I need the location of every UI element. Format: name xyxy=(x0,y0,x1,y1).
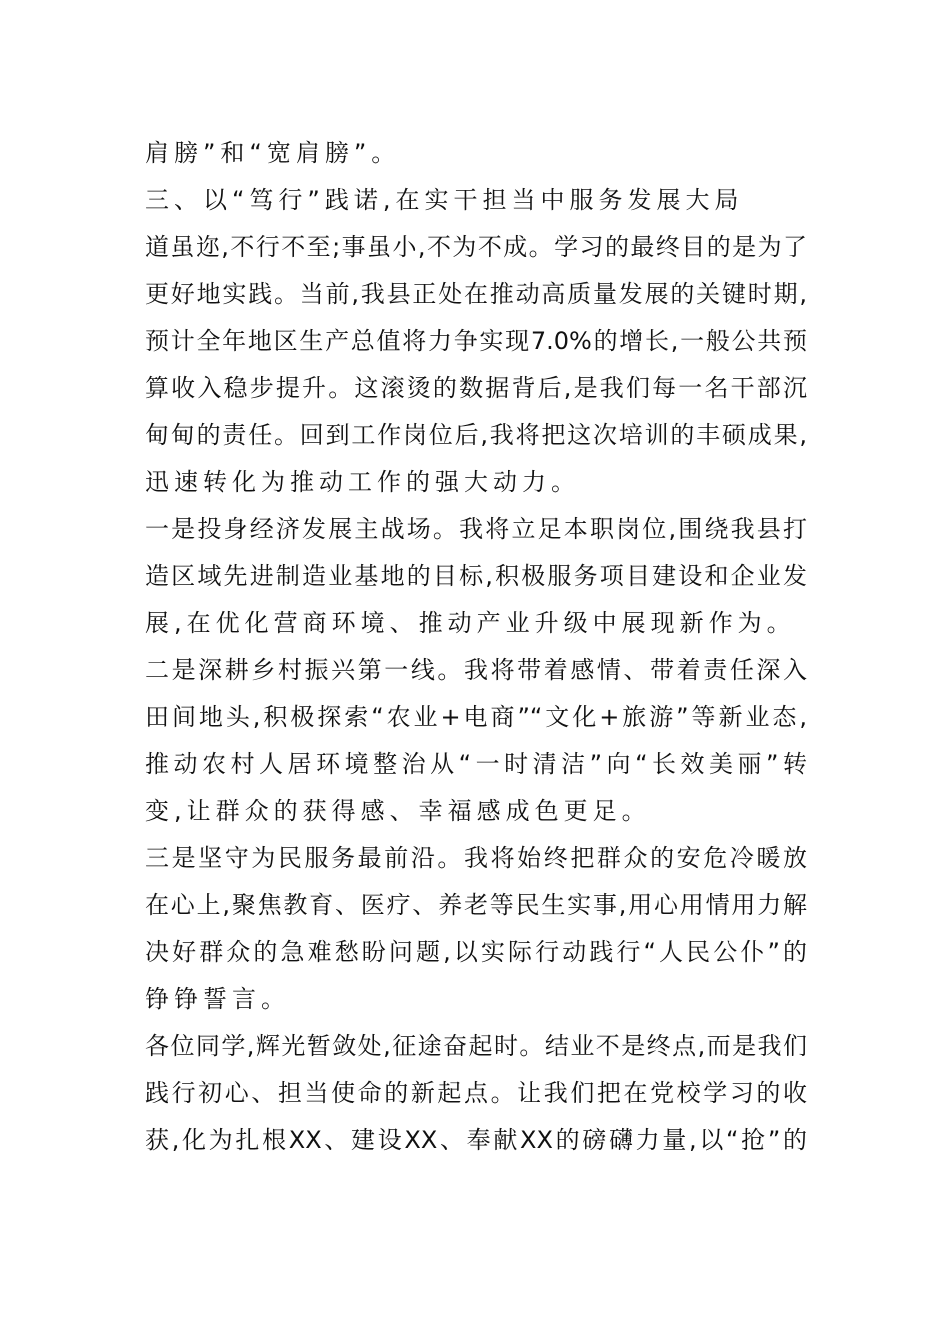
text-line: 肩膀”和“宽肩膀”。 xyxy=(145,139,401,167)
paragraph xyxy=(145,130,807,177)
paragraph xyxy=(145,835,807,1023)
paragraph xyxy=(145,506,807,647)
text-line: 铮铮誓言。 xyxy=(145,985,290,1013)
text-line: 推动农村人居环境整治从“一时清洁”向“长效美丽”转 xyxy=(145,750,807,778)
text-line: 造区域先进制造业基地的目标,积极服务项目建设和企业发 xyxy=(145,562,807,590)
text-line: 各位同学,辉光暂敛处,征途奋起时。结业不是终点,而是我们 xyxy=(145,1032,807,1060)
text-line: 甸甸的责任。回到工作岗位后,我将把这次培训的丰硕成果, xyxy=(145,421,807,449)
text-line: 预计全年地区生产总值将力争实现7.0%的增长,一般公共预 xyxy=(145,327,807,355)
text-line: 三是坚守为民服务最前沿。我将始终把群众的安危冷暖放 xyxy=(145,844,807,872)
paragraph xyxy=(145,1023,807,1164)
text-line: 一是投身经济发展主战场。我将立足本职岗位,围绕我县打 xyxy=(145,515,807,543)
text-line: 决好群众的急难愁盼问题,以实际行动践行“人民公仆”的 xyxy=(145,938,807,966)
text-line: 更好地实践。当前,我县正处在推动高质量发展的关键时期, xyxy=(145,280,807,308)
paragraph xyxy=(145,224,807,506)
paragraph xyxy=(145,177,807,224)
text-line: 二是深耕乡村振兴第一线。我将带着感情、带着责任深入 xyxy=(145,656,807,684)
text-line: 展,在优化营商环境、推动产业升级中展现新作为。 xyxy=(145,609,796,637)
text-line: 在心上,聚焦教育、医疗、养老等民生实事,用心用情用力解 xyxy=(145,891,807,919)
paragraph xyxy=(145,647,807,835)
text-line: 变,让群众的获得感、幸福感成色更足。 xyxy=(145,797,651,825)
document-page xyxy=(145,130,807,1164)
text-line: 践行初心、担当使命的新起点。让我们把在党校学习的收 xyxy=(145,1079,807,1107)
text-line: 道虽迩,不行不至;事虽小,不为不成。学习的最终目的是为了 xyxy=(145,233,807,261)
text-line: 田间地头,积极探索“农业+电商”“文化+旅游”等新业态, xyxy=(145,703,807,731)
text-line: 三、以“笃行”践诺,在实干担当中服务发展大局 xyxy=(145,186,744,214)
text-line: 迅速转化为推动工作的强大动力。 xyxy=(145,468,580,496)
text-line: 获,化为扎根XX、建设XX、奉献XX的磅礴力量,以“抢”的 xyxy=(145,1126,807,1154)
text-line: 算收入稳步提升。这滚烫的数据背后,是我们每一名干部沉 xyxy=(145,374,807,402)
